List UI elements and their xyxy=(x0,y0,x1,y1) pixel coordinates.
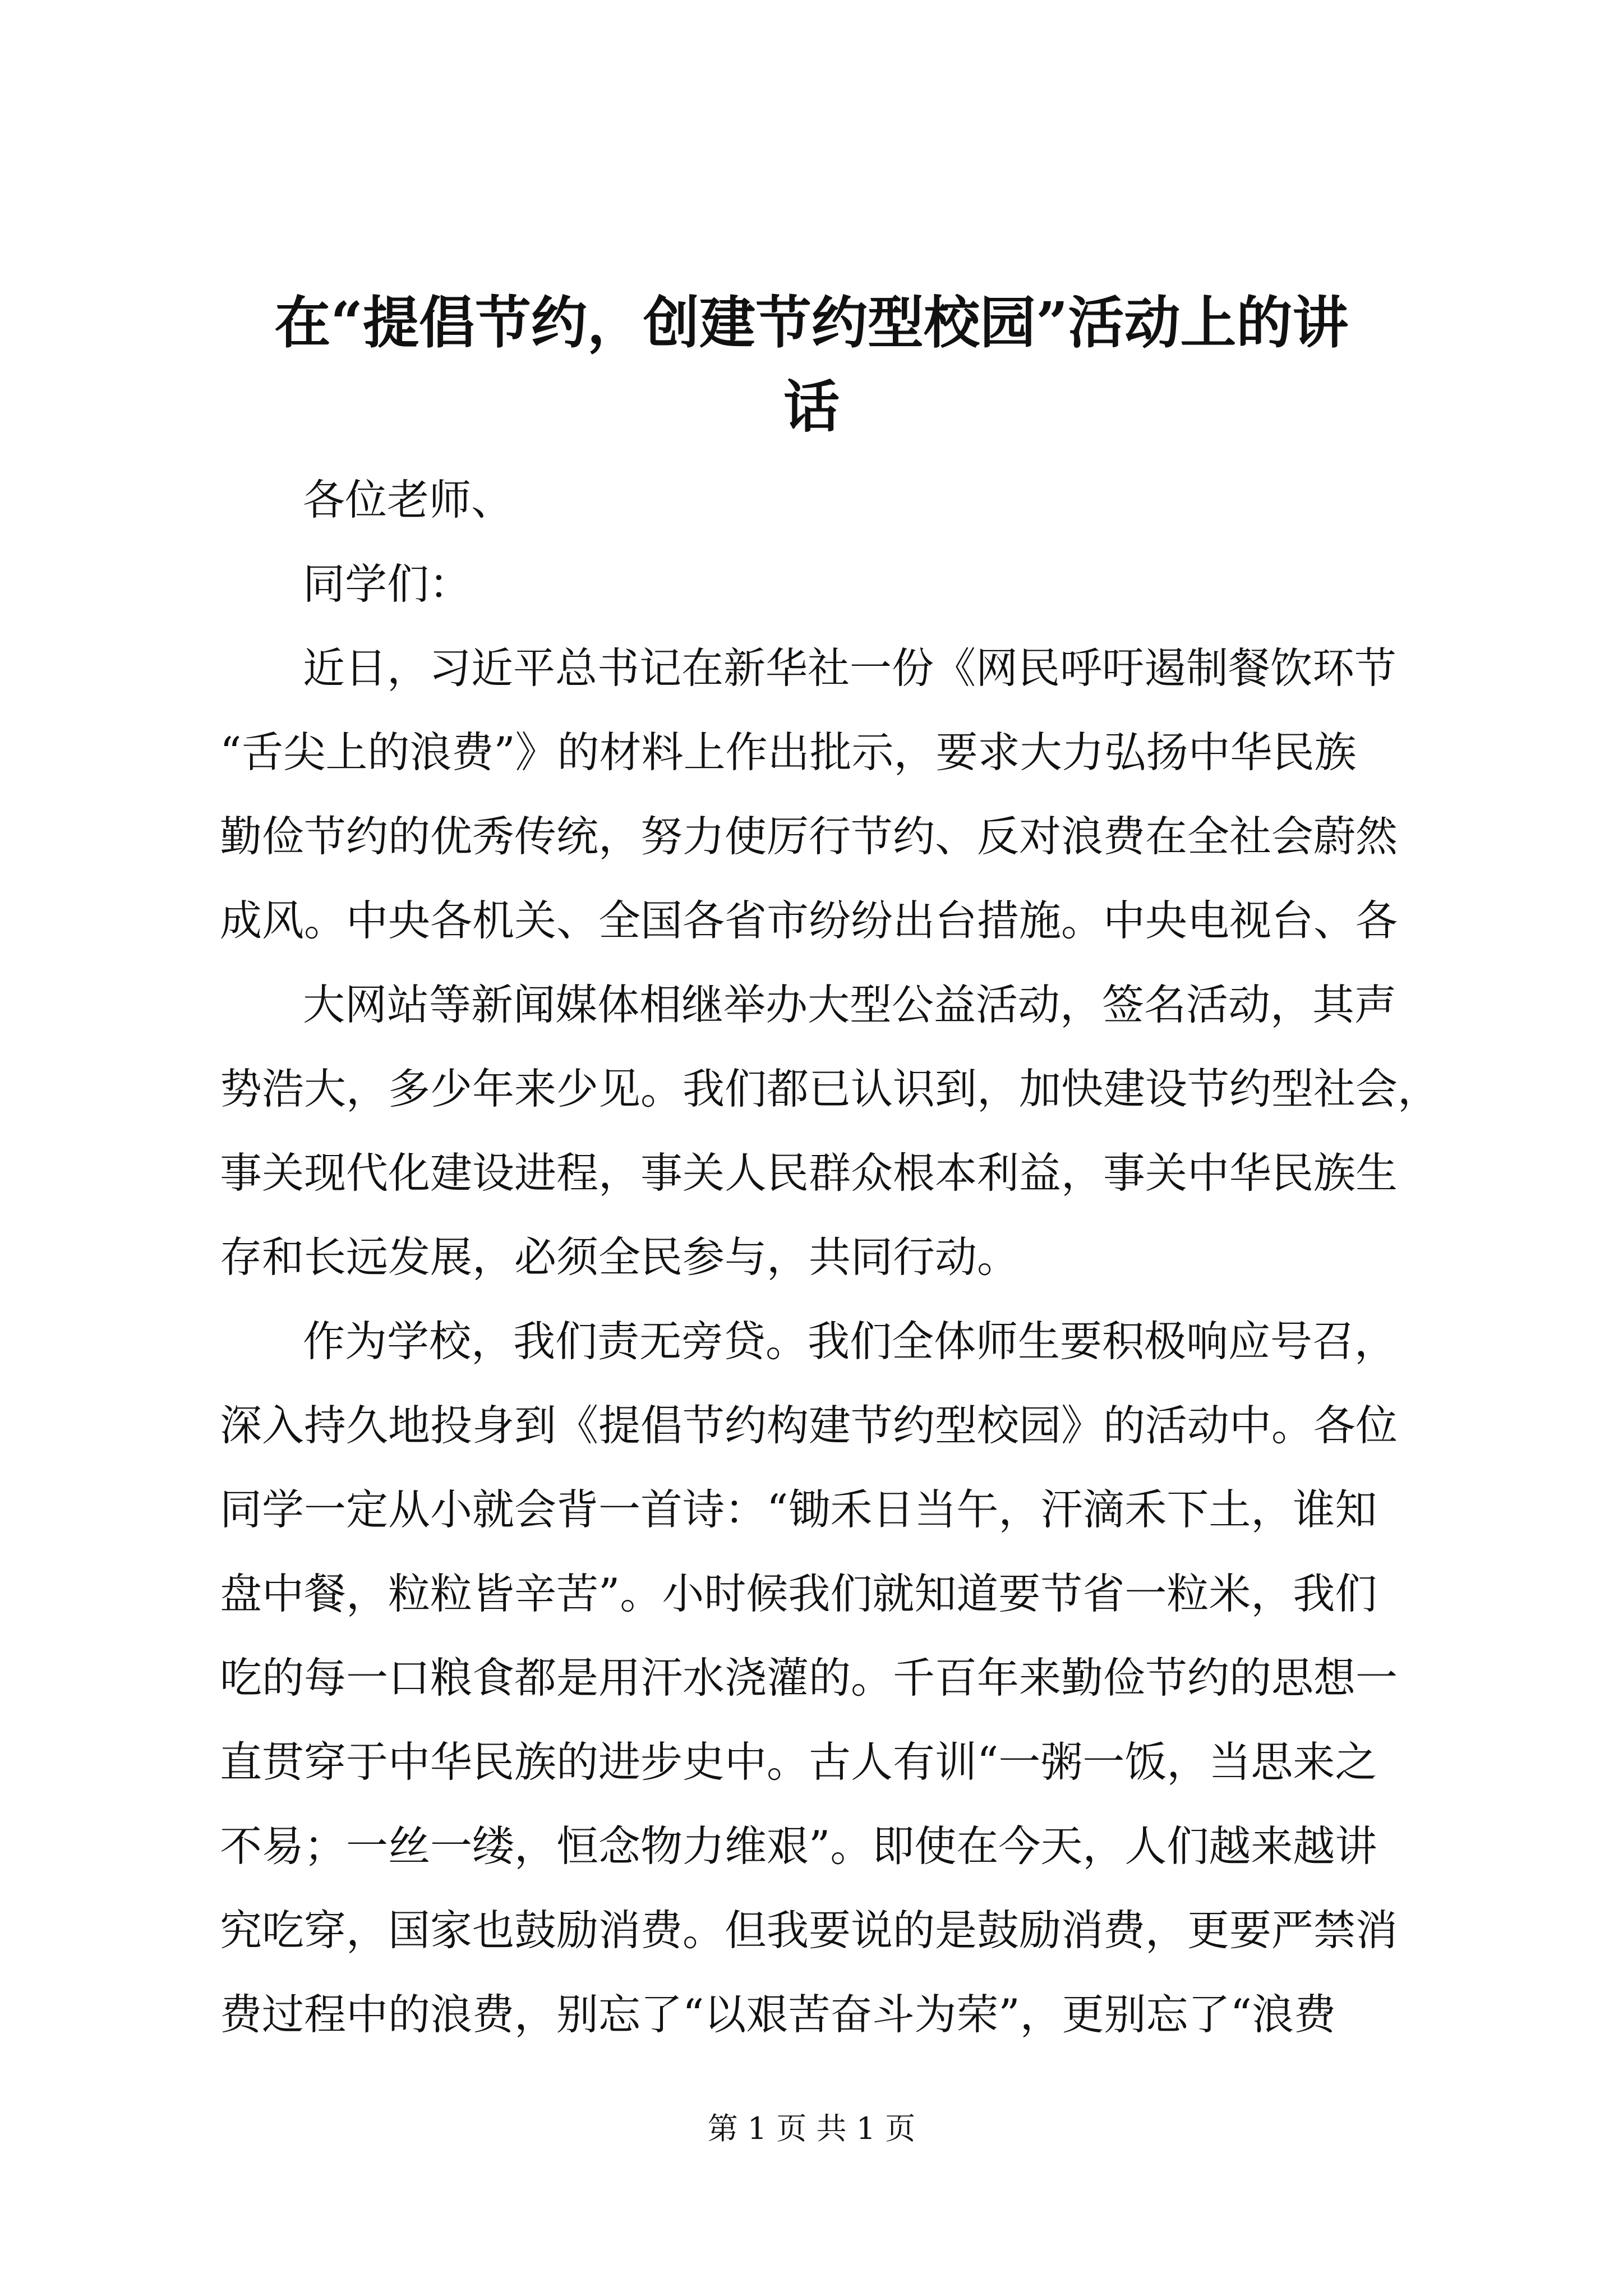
paragraph-2-line-3: 事关现代化建设进程，事关人民群众根本利益，事关中华民族生 xyxy=(220,1148,1398,1198)
paragraph-3-line-6: 直贯穿于中华民族的进步史中。古人有训“一粥一饭，当思来之 xyxy=(220,1737,1377,1787)
page-footer: 第 1 页 共 1 页 xyxy=(707,2111,916,2146)
paragraph-3-line-9: 费过程中的浪费，别忘了“以艰苦奋斗为荣”，更别忘了“浪费 xyxy=(220,1990,1336,2039)
paragraph-3-line-4: 盘中餐，粒粒皆辛苦”。小时候我们就知道要节省一粒米，我们 xyxy=(220,1569,1377,1618)
salutation-line-1: 各位老师、 xyxy=(303,475,514,524)
paragraph-3-line-3: 同学一定从小就会背一首诗：“锄禾日当午，汗滴禾下土，谁知 xyxy=(220,1485,1377,1534)
paragraph-3-line-1: 作为学校，我们责无旁贷。我们全体师生要积极响应号召， xyxy=(303,1317,1397,1366)
document-title xyxy=(213,280,1410,449)
paragraph-2-line-2: 势浩大，多少年来少见。我们都已认识到，加快建设节约型社会， xyxy=(220,1064,1440,1114)
paragraph-1-line-4: 成风。中央各机关、全国各省市纷纷出台措施。中央电视台、各 xyxy=(220,896,1398,945)
paragraph-3-line-5: 吃的每一口粮食都是用汗水浇灌的。千百年来勤俭节约的思想一 xyxy=(220,1653,1398,1703)
paragraph-3-line-7: 不易；一丝一缕，恒念物力维艰”。即使在今天，人们越来越讲 xyxy=(220,1821,1377,1871)
paragraph-3-line-8: 究吃穿，国家也鼓励消费。但我要说的是鼓励消费，更要严禁消 xyxy=(220,1906,1398,1955)
paragraph-1-line-1: 近日，习近平总书记在新华社一份《网民呼吁遏制餐饮环节 xyxy=(303,643,1397,693)
title-line-2: 话 xyxy=(783,374,840,440)
paragraph-1-line-2: “舌尖上的浪费”》的材料上作出批示，要求大力弘扬中华民族 xyxy=(220,728,1357,777)
paragraph-3-line-2: 深入持久地投身到《提倡节约构建节约型校园》的活动中。各位 xyxy=(220,1401,1398,1450)
paragraph-2-line-1: 大网站等新闻媒体相继举办大型公益活动，签名活动，其声 xyxy=(303,980,1397,1029)
title-line-1: 在“提倡节约，创建节约型校园”活动上的讲 xyxy=(274,289,1349,356)
salutation-line-2: 同学们： xyxy=(303,559,472,609)
paragraph-1-line-3: 勤俭节约的优秀传统，努力使厉行节约、反对浪费在全社会蔚然 xyxy=(220,812,1398,861)
paragraph-2-line-4: 存和长远发展，必须全民参与，共同行动。 xyxy=(220,1232,1020,1282)
